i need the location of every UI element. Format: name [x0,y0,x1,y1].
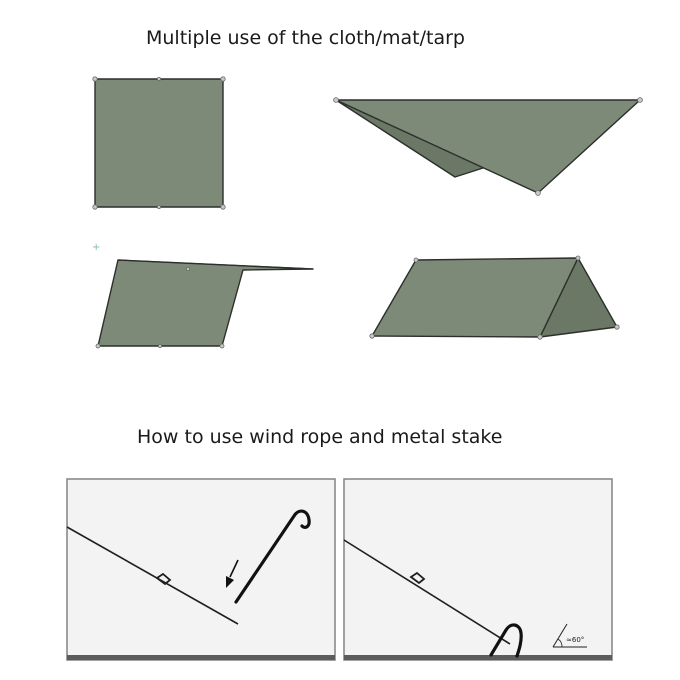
panel-frame [67,479,335,660]
lean-to-illustration [92,242,313,348]
grommet-icon [220,344,224,348]
grommet-icon [638,98,643,103]
grommet-icon [576,256,580,260]
angle-label: ≈60° [566,636,585,644]
grommet-icon [334,98,339,103]
grommet-icon [157,77,160,80]
grommet-icon [221,77,225,81]
grommet-icon [414,258,418,262]
ground-line [344,655,612,660]
grommet-icon [93,205,97,209]
stake-panel-before [67,479,335,660]
grommet-icon [370,334,374,338]
ground-line [67,655,335,660]
a-frame-tent-illustration [370,256,619,339]
shade-sheet [336,100,640,193]
flat-mat-sheet [95,79,223,207]
flat-mat-illustration [93,77,225,209]
grommet-icon [536,191,541,196]
grommet-icon [158,344,161,347]
panel-frame [344,479,612,660]
heading-rope-and-stake: How to use wind rope and metal stake [137,426,503,448]
heading-multiple-use: Multiple use of the cloth/mat/tarp [146,27,465,49]
stake-panel-after [344,479,612,660]
grommet-icon [157,205,160,208]
triangle-shade-illustration [334,98,643,196]
crosshair-mark-icon: + [92,242,101,253]
grommet-icon [93,77,97,81]
grommet-icon [221,205,225,209]
grommet-icon [186,267,189,270]
grommet-icon [615,325,619,329]
lean-to-sheet [98,260,313,346]
grommet-icon [96,344,100,348]
grommet-icon [538,335,542,339]
